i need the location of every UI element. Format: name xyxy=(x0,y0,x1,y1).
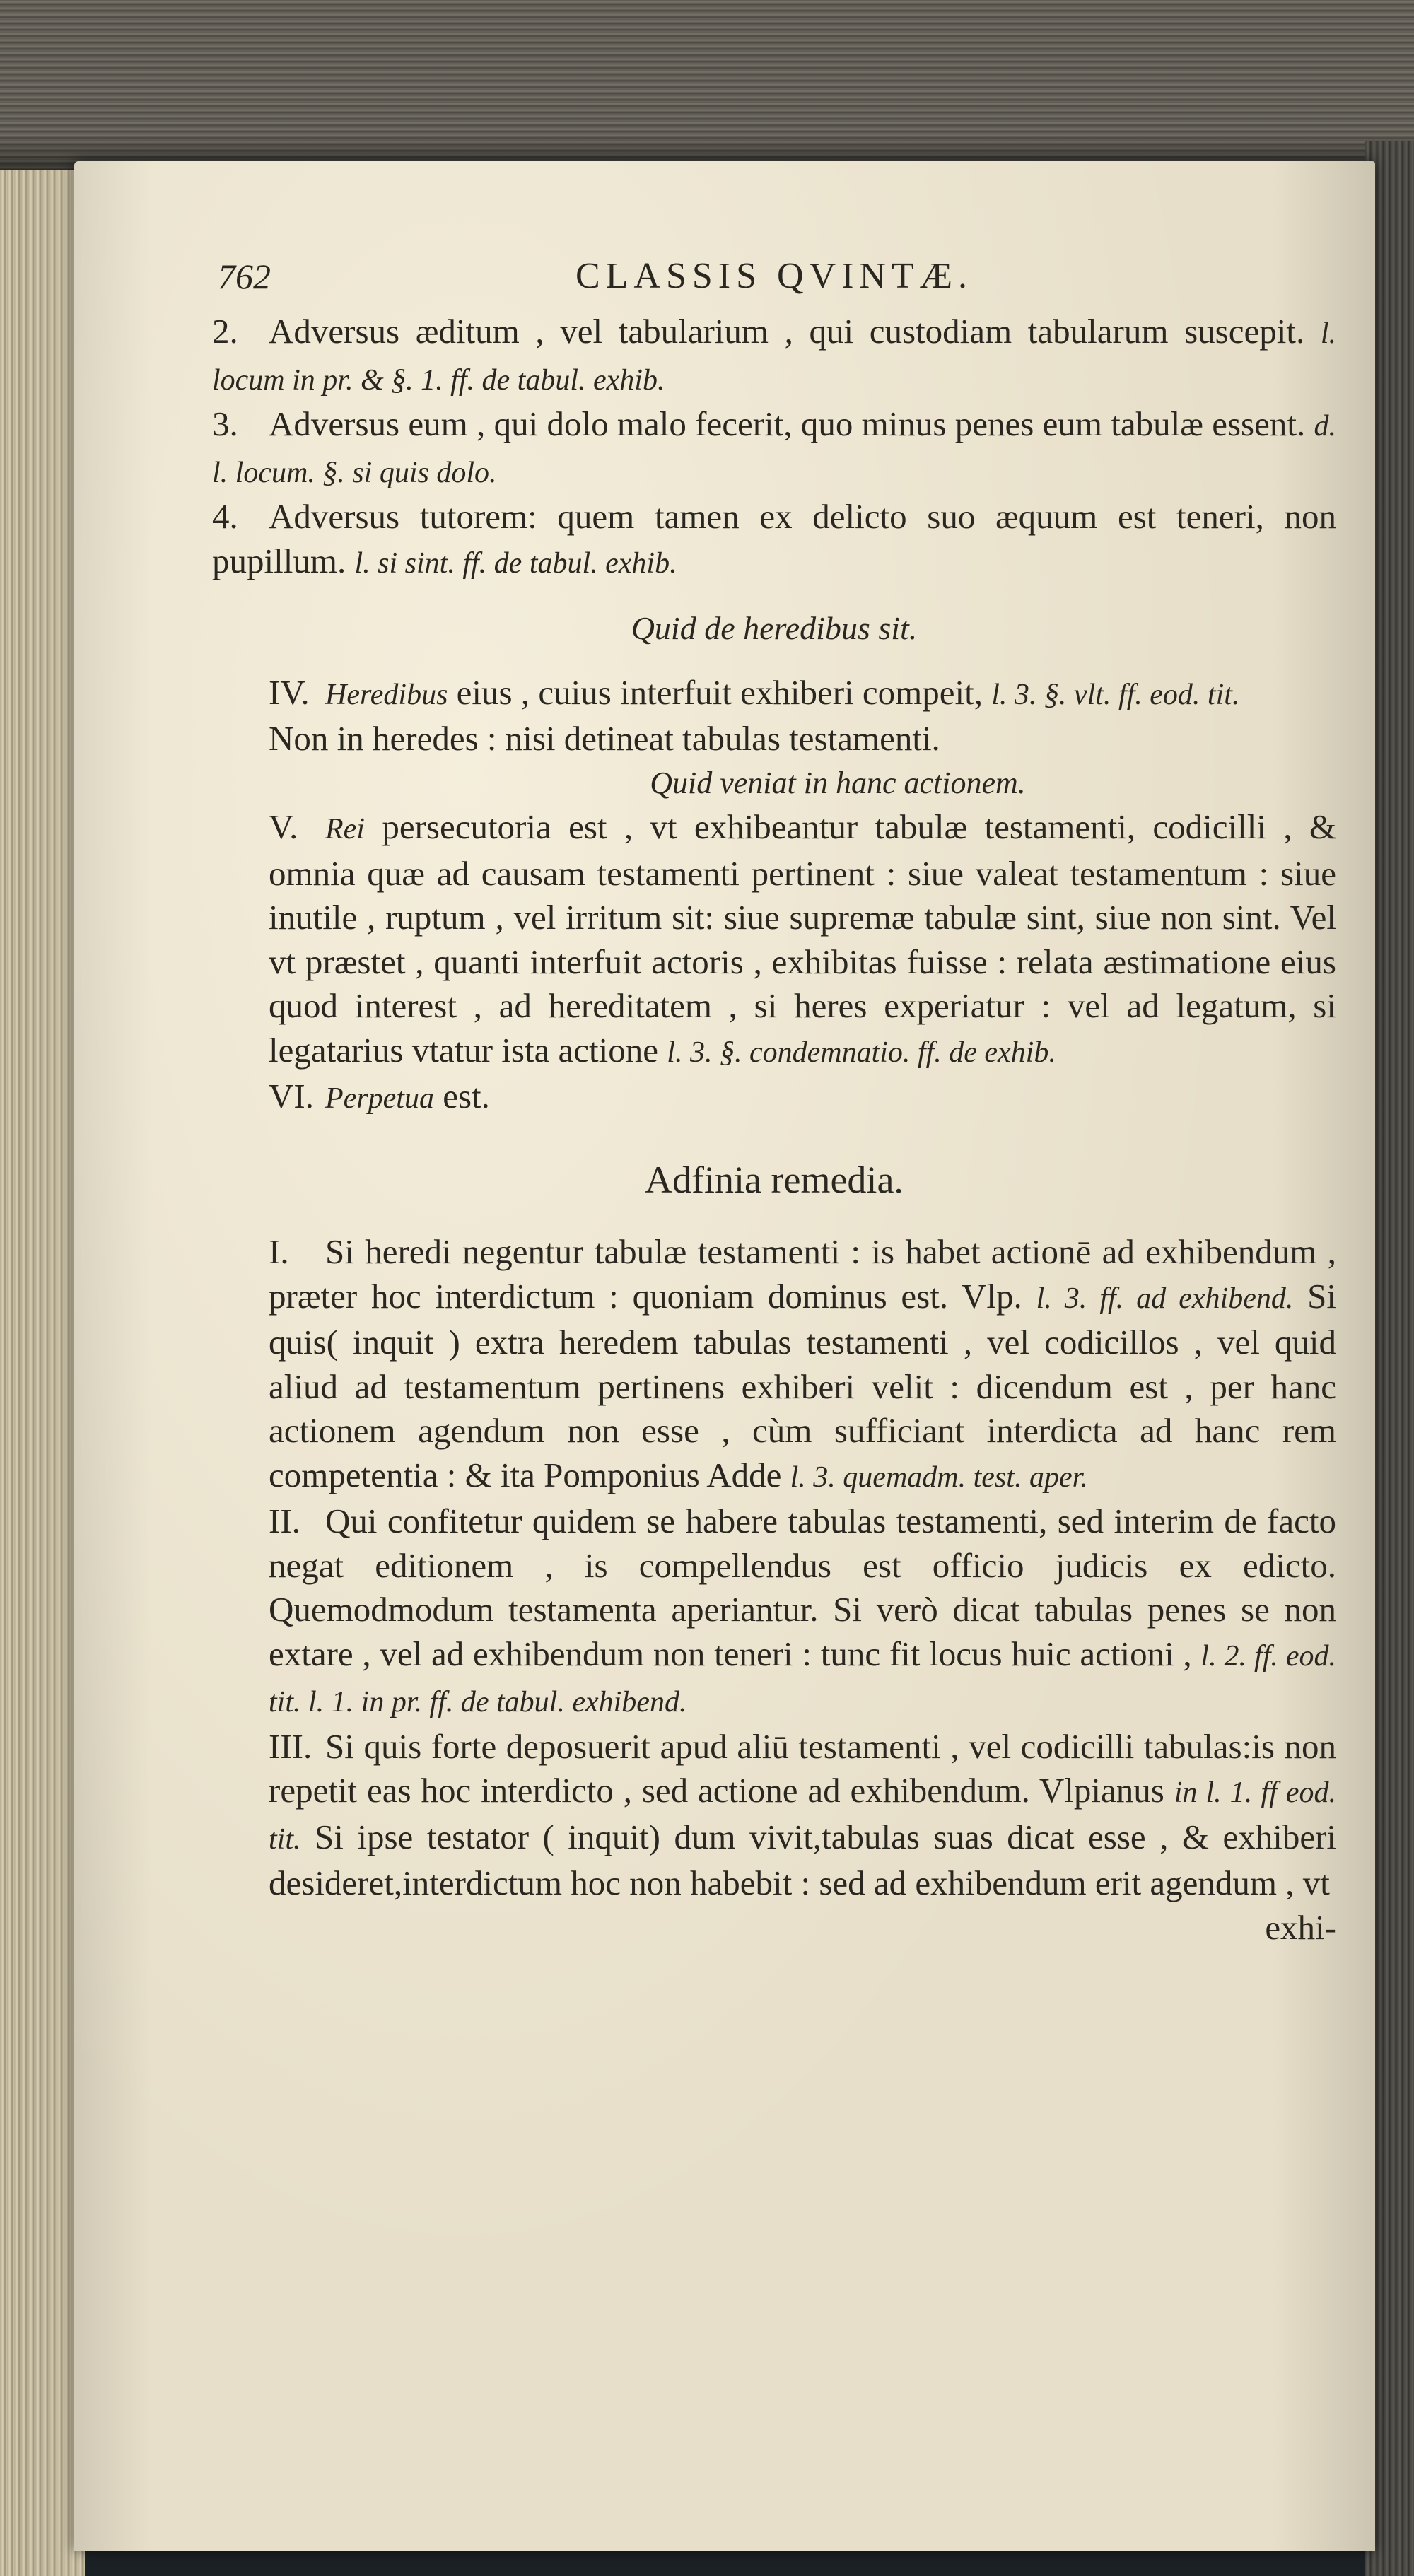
paragraph-VI xyxy=(212,1075,1336,1121)
citation: l. si sint. ff. de tabul. exhib. xyxy=(354,546,677,580)
paragraph-text: Adversus eum , qui dolo malo fecerit, quo minus penes eum tabulæ essent. xyxy=(269,404,1306,443)
paragraph-2 xyxy=(212,310,1336,402)
page-number: 762 xyxy=(218,257,271,296)
paragraph-V xyxy=(212,805,1336,1075)
citation: l. 3. quemadm. test. aper. xyxy=(790,1460,1088,1494)
citation: in l. 1. ff eod. tit. xyxy=(269,1776,1336,1856)
book-top-edge xyxy=(0,0,1414,177)
catchword: exhi- xyxy=(1265,1907,1336,1947)
paragraph-4 xyxy=(212,495,1336,585)
citation: d. l. locum. §. si quis dolo. xyxy=(212,410,1336,489)
lead-word: Heredibus xyxy=(325,678,448,711)
paragraph-IV-continued: Non in heredes : nisi detineat tabulas testamenti. xyxy=(269,719,940,758)
paragraph-number: IV. xyxy=(269,672,310,712)
paragraph-text-continued: Si ipse testator ( inquit) dum vivit,tabulas suas dicat esse , & exhiberi desideret,interdictum hoc non habebit : sed ad exhibendum erit agendum , vt xyxy=(269,1817,1337,1902)
heading-heredibus: Quid de heredibus sit. xyxy=(631,610,918,646)
page-text xyxy=(212,254,1336,1950)
lead-word: Rei xyxy=(325,813,365,845)
citation: l. 3. §. condemnatio. ff. de exhib. xyxy=(667,1036,1056,1069)
paragraph-number: III. xyxy=(269,1726,312,1766)
paragraph-text: est. xyxy=(443,1077,490,1116)
page-header xyxy=(212,254,1336,304)
citation: l. 2. ff. eod. tit. l. 1. in pr. ff. de tabul. exhibend. xyxy=(269,1639,1336,1719)
citation: l. 3. §. vlt. ff. eod. tit. xyxy=(991,678,1240,711)
paragraph-number: V. xyxy=(269,807,298,846)
paragraph-number: 2. xyxy=(212,312,238,351)
paragraph-number: 3. xyxy=(212,404,238,443)
lead-word: Perpetua xyxy=(325,1082,434,1115)
paragraph-text: persecutoria est , vt exhibeantur tabulæ testamenti, codicilli , & omnia quæ ad causam testamenti pertinent : siue valeat testamentum : siue inutile , ruptum , vel irritum sit: siue supremæ tabulæ sint, siue non sint. Vel vt præstet , quanti interfuit actoris , exhibitas fuisse : relata æstimatione eius quod interest , ad hereditatem , si heres experiatur : vel ad legatum, si legatarius vtatur ista actione xyxy=(269,807,1337,1070)
citation: l. locum in pr. & §. 1. ff. de tabul. exhib. xyxy=(212,317,1337,397)
paragraph-text: Si quis forte deposuerit apud aliū testamenti , vel codicilli tabulas:is non repetit eas hoc interdicto , sed actione ad exhibendum. Vlpianus xyxy=(269,1726,1336,1810)
section-title: Adfinia remedia. xyxy=(645,1158,904,1201)
paragraph-number: II. xyxy=(269,1501,300,1540)
left-page-edges xyxy=(0,170,85,2576)
heading-veniat: Quid veniat in hanc actionem. xyxy=(650,765,1026,800)
paragraph-IV xyxy=(212,671,1336,718)
paragraph-text: Adversus tutorem: quem tamen ex delicto suo æquum est teneri, non pupillum. xyxy=(212,497,1336,580)
citation: l. 3. ff. ad exhibend. xyxy=(1036,1282,1294,1315)
running-title: CLASSIS QVINTÆ. xyxy=(575,256,974,296)
paragraph-text: Qui confitetur quidem se habere tabulas testamenti, sed interim de facto negat editionem , is compellendus est officio judicis ex edicto. Quemodmodum testamenta aperiantur. Si verò dicat tabulas penes se non extare , vel ad exhibendum non teneri : tunc fit locus huic actioni , xyxy=(269,1501,1336,1673)
paragraph-I xyxy=(212,1230,1336,1499)
paragraph-II xyxy=(212,1499,1336,1725)
paragraph-number: I. xyxy=(269,1232,289,1271)
paragraph-number: 4. xyxy=(212,497,238,536)
paragraph-text: eius , cuius interfuit exhiberi compeit, xyxy=(456,672,983,712)
paragraph-number: VI. xyxy=(269,1077,314,1116)
paragraph-III xyxy=(212,1725,1336,1906)
paragraph-text: Adversus æditum , vel tabularium , qui custodiam tabularum suscepit. xyxy=(269,312,1305,351)
paragraph-3 xyxy=(212,402,1336,495)
paragraph-text: Si heredi negentur tabulæ testamenti : is habet actionē ad exhibendum , præter hoc interdictum : quoniam dominus est. Vlp. xyxy=(269,1232,1336,1316)
paragraph-text-continued: Si quis( inquit ) extra heredem tabulas testamenti , vel codicillos , vel quid aliud ad testamentum pertinens exhiberi velit : dicendum est , per hanc actionem agendum non esse , cùm sufficiant interdicta ad hanc rem competentia : & ita Pomponius Adde xyxy=(269,1276,1337,1494)
